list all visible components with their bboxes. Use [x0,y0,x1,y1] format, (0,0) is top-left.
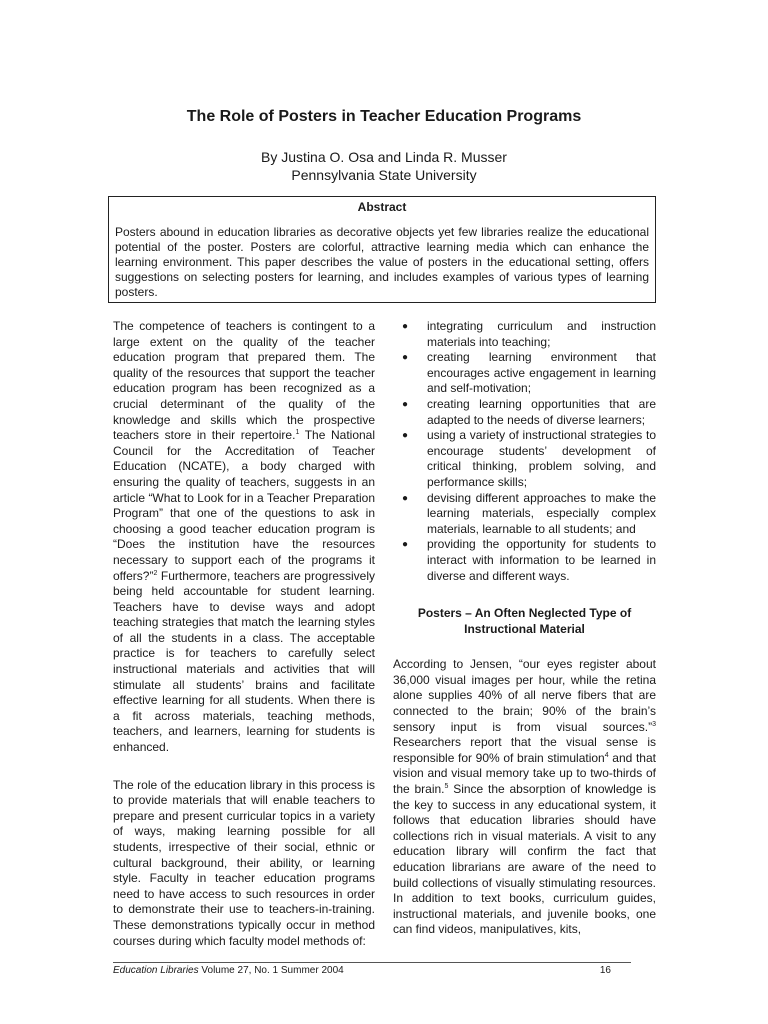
bullet-text: devising different approaches to make the learning materials, especially complex materials, learnable to all students; and [427,490,656,536]
text-run: The National Council for the Accreditation of Teacher Education (NCATE), a body charged with ensuring the quality of teachers, suggests in an article “What to Look for in a Teacher Preparation Program” that one of the questions to ask in choosing a good teacher education program is “Does the institution have the resources necessary to support each of the programs it offers?” [113,428,376,583]
bullet-item [393,319,656,350]
bullet-item [393,397,656,428]
bullet-text: creating learning opportunities that are adapted to the needs of diverse learners; [427,396,656,427]
page-footer [113,965,611,977]
bullet-icon: ● [402,539,409,551]
author-byline: By Justina O. Osa and Linda R. Musser [261,149,507,165]
bullet-icon: ● [402,352,409,364]
footer-divider [113,962,631,963]
footnote-ref: 1 [295,429,300,437]
abstract-text: Posters abound in education libraries as decorative objects yet few libraries realize the educational potential of the poster. Posters are colorful, attractive learning media which can enhance the learning environment. This paper describes the value of posters in the educational setting, offers suggestions on selecting posters for learning, and includes examples of various types of learning posters. [115,225,649,299]
page-number: 16 [599,965,611,976]
bullet-text: providing the opportunity for students to interact with information to be learned in diverse and different ways. [427,537,656,583]
section-heading: Posters – An Often Neglected Type of Instructional Material [417,606,632,636]
journal-issue: Volume 27, No. 1 Summer 2004 [198,965,344,976]
footnote-ref: 5 [444,783,449,791]
bullet-icon: ● [402,398,409,410]
text-run: and that vision and visual memory take up to two-thirds of the brain. [393,750,656,797]
bullet-item [393,428,656,490]
abstract-heading: Abstract [357,200,407,214]
bullet-icon: ● [402,321,409,332]
footnote-ref: 2 [153,569,158,577]
journal-name: Education Libraries [113,965,199,976]
right-column [393,319,656,952]
article-title: The Role of Posters in Teacher Education Programs [186,108,582,125]
text-run: Furthermore, teachers are progressively being held accountable for student learning. Teachers have to devise ways and adopt teaching strategies that match the learning styles of all the students in a class. The acceptable practice is for teachers to carefully select instructional materials and activities that will stimulate all students’ brains and facilitate effective learning for all students. When there is a fit across materials, teaching methods, teachers, and learners, learning for students is enhanced. [113,568,375,755]
left-column [113,319,375,971]
text-run: Since the absorption of knowledge is the key to success in any educational system, it follows that education libraries should have collections rich in visual materials. A visit to any education library will confirm the fact that education librarians are aware of the need to build collections of visually stimulating resources. In addition to text books, curriculum guides, instructional materials, and juvenile books, one can find videos, manipulatives, kits, [393,782,656,937]
bullet-item [393,491,656,538]
body-paragraph [113,319,375,756]
text-run: Researchers report that the visual sense is responsible for 90% of brain stimulation [393,735,656,765]
bullet-icon: ● [402,492,409,504]
bullet-item [393,350,656,397]
body-paragraph: The role of the education library in this process is to provide materials that will enable teachers to prepare and present curricular topics in a variety of ways, making learning possible for all students, irrespective of their social, ethnic or cultural background, their ability, or learning style. Faculty in teacher education programs need to have access to such resources in order to demonstrate their use to teachers-in-training. These demonstrations typically occur in method courses during which faculty model methods of: [113,777,375,948]
body-paragraph [393,657,656,938]
footnote-ref: 4 [604,751,609,759]
author-block [0,148,768,184]
abstract-box [108,196,656,303]
bullet-text: integrating curriculum and instruction materials into teaching; [427,319,656,349]
bullet-list [393,319,656,584]
author-affiliation: Pennsylvania State University [291,167,477,183]
bullet-text: using a variety of instructional strategies to encourage students’ development of critical thinking, problem solving, and performance skills; [427,428,656,489]
bullet-item [393,537,656,584]
text-run: The competence of teachers is contingent to a large extent on the quality of the teacher education program that prepared them. The quality of the resources that support the teacher education program has been recognized as a crucial determinant of the quality of the knowledge and skills which the prospective teachers store in their repertoire. [113,319,375,443]
bullet-icon: ● [402,430,409,442]
bullet-text: creating learning environment that encourages active engagement in learning and self-motivation; [427,350,656,396]
text-run: According to Jensen, “our eyes register about 36,000 visual images per hour, while the retina alone supplies 40% of all nerve fibers that are connected to the brain; 90% of the brain’s sensory input is from visual sources.” [393,657,656,734]
footnote-ref: 3 [652,720,656,728]
